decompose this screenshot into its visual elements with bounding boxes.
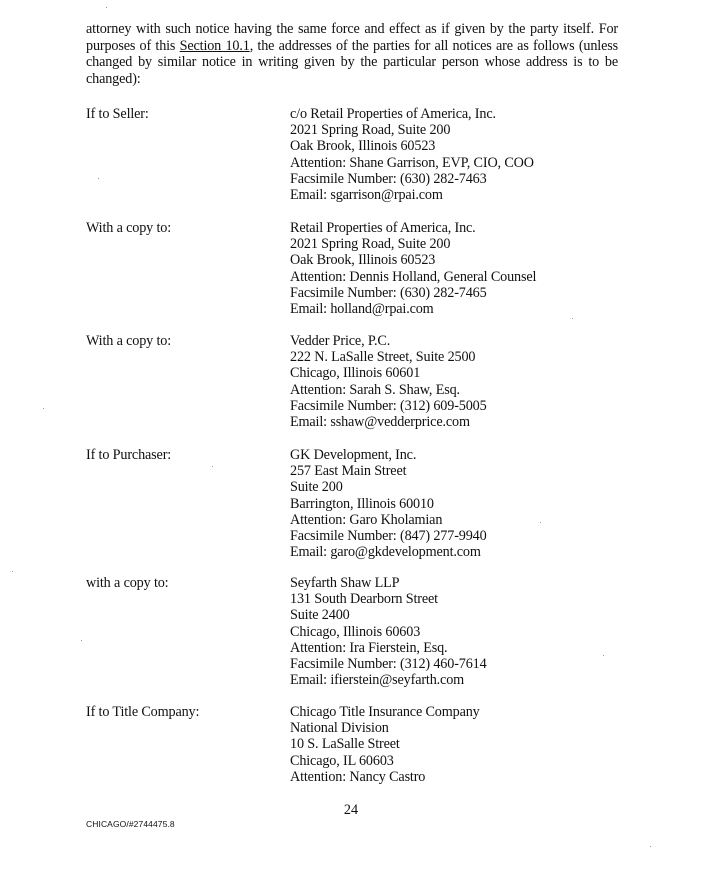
address-line: Facsimile Number: (312) 460-7614 — [290, 656, 487, 673]
notice-label: If to Purchaser: — [86, 447, 172, 463]
scan-speck — [106, 7, 107, 8]
address-line: Attention: Dennis Holland, General Counsel — [290, 268, 537, 285]
notice-address — [290, 333, 618, 430]
address-line: Email: ifierstein@seyfarth.com — [290, 672, 465, 689]
address-line: Email: garo@gkdevelopment.com — [290, 544, 481, 561]
section-reference: Section 10.1 — [179, 37, 250, 54]
address-line: Suite 2400 — [290, 607, 350, 624]
notice-address — [290, 220, 618, 317]
address-line: Seyfarth Shaw LLP — [290, 575, 400, 591]
address-line: Suite 200 — [290, 479, 343, 496]
address-line: Attention: Sarah S. Shaw, Esq. — [290, 381, 460, 398]
address-line: Chicago, Illinois 60603 — [290, 623, 421, 640]
address-line: Chicago, IL 60603 — [290, 752, 394, 769]
notice-address — [290, 704, 618, 785]
page-number: 24 — [343, 802, 359, 818]
intro-text-part2: , the addresses of the parties for all notices are as follows (unless changed by similar notice in writing given by the particular person whose address is to be changed): — [86, 37, 618, 87]
address-line: Attention: Nancy Castro — [290, 768, 426, 785]
address-line: Email: holland@rpai.com — [290, 301, 434, 318]
address-line: Facsimile Number: (630) 282-7465 — [290, 284, 487, 301]
address-line: Attention: Ira Fierstein, Esq. — [290, 639, 448, 656]
document-id: CHICAGO/#2744475.8 — [86, 819, 175, 829]
notice-address — [290, 447, 618, 560]
notice-address — [290, 106, 618, 203]
intro-paragraph — [86, 21, 618, 87]
address-line: 10 S. LaSalle Street — [290, 736, 400, 753]
notice-label: with a copy to: — [86, 575, 169, 591]
address-line: 2021 Spring Road, Suite 200 — [290, 122, 451, 139]
address-line: 222 N. LaSalle Street, Suite 2500 — [290, 349, 476, 366]
scan-speck — [12, 571, 13, 572]
notice-label: If to Seller: — [86, 106, 149, 122]
address-line: 131 South Dearborn Street — [290, 591, 438, 608]
scan-speck — [212, 466, 213, 467]
scan-speck — [540, 522, 541, 523]
address-line: Chicago Title Insurance Company — [290, 704, 480, 720]
scan-speck — [81, 640, 82, 641]
scan-speck — [650, 846, 651, 847]
address-line: Email: sgarrison@rpai.com — [290, 187, 443, 204]
address-line: Facsimile Number: (630) 282-7463 — [290, 170, 487, 187]
address-line: Attention: Garo Kholamian — [290, 511, 443, 528]
scan-speck — [572, 318, 573, 319]
address-line: Oak Brook, Illinois 60523 — [290, 138, 436, 155]
address-line: Barrington, Illinois 60010 — [290, 495, 434, 512]
scan-speck — [603, 655, 604, 656]
intro-text-part1: attorney with such notice having the same force and effect as if given by the party itself. For purposes of this — [86, 21, 618, 54]
address-line: c/o Retail Properties of America, Inc. — [290, 106, 496, 122]
address-line: Vedder Price, P.C. — [290, 333, 391, 349]
address-line: 257 East Main Street — [290, 463, 407, 480]
address-line: National Division — [290, 720, 389, 737]
address-line: Facsimile Number: (312) 609-5005 — [290, 397, 487, 414]
scan-speck — [98, 178, 99, 179]
scan-speck — [43, 408, 44, 409]
notice-address — [290, 575, 618, 688]
address-line: 2021 Spring Road, Suite 200 — [290, 236, 451, 253]
notice-label: With a copy to: — [86, 220, 172, 236]
address-line: Attention: Shane Garrison, EVP, CIO, COO — [290, 154, 534, 171]
address-line: Facsimile Number: (847) 277-9940 — [290, 528, 487, 545]
address-line: Chicago, Illinois 60601 — [290, 365, 421, 382]
address-line: Oak Brook, Illinois 60523 — [290, 252, 436, 269]
notice-label: With a copy to: — [86, 333, 172, 349]
address-line: GK Development, Inc. — [290, 447, 417, 463]
notice-label: If to Title Company: — [86, 704, 200, 720]
address-line: Retail Properties of America, Inc. — [290, 220, 476, 236]
address-line: Email: sshaw@vedderprice.com — [290, 414, 470, 431]
